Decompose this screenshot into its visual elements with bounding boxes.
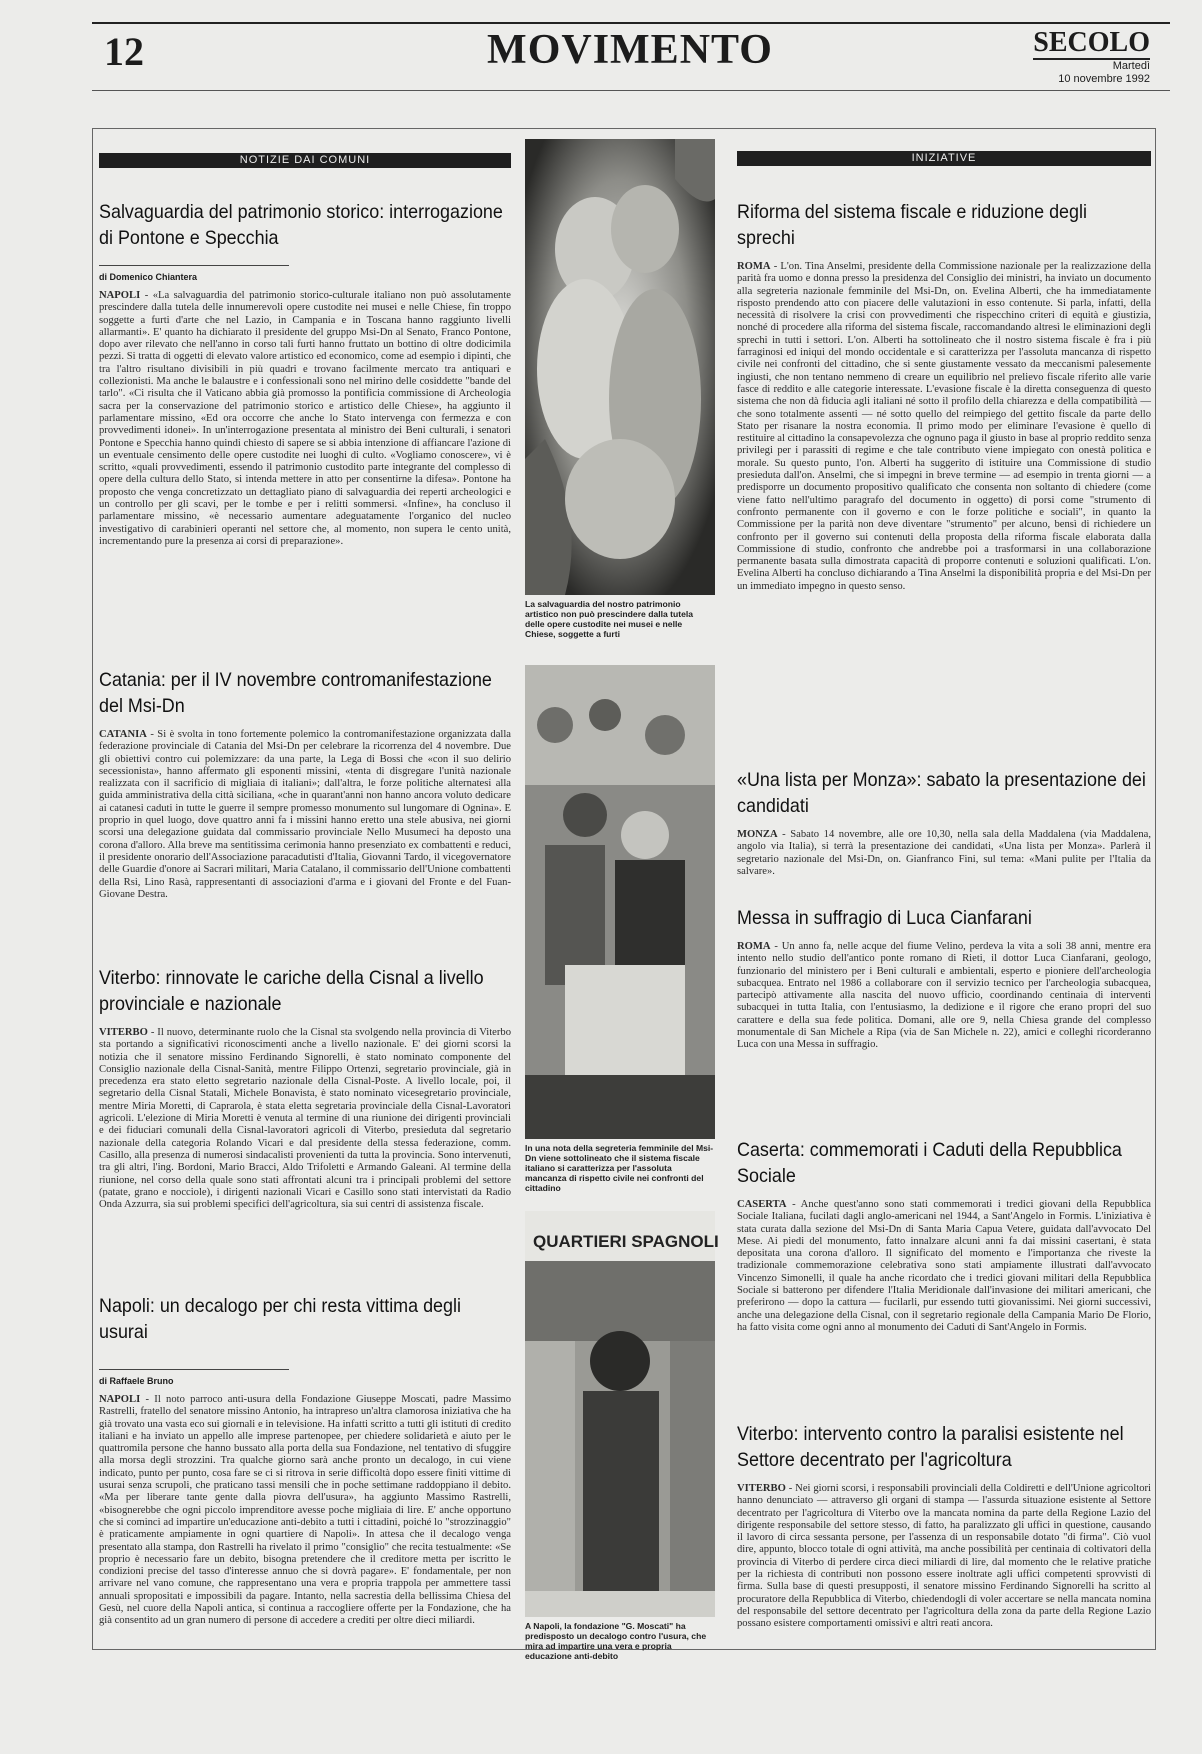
article-cianfarani [737,905,1151,1089]
statue-photo-image [525,139,715,595]
article-text: - Anche quest'anno sono stati commemorati i tredici giovani della Repubblica Sociale Italiana, fucilati dagli anglo-americani nel 1944, a Sant'Angelo in Formis. L'iniziativa è stata curata dalla sezione del Msi-Dn di Santa Maria Capua Vetere, guidata dall'avvocato Del Mese. Ai piedi del monumento, fatto innalzare alcuni anni fa dai missini casertani, è stata depositata una corona d'alloro. Il significato del momento e l'importanza che riveste la tradizionale commemorazione celebrativa sono stati ampiamente illustrati dall'avvocato Vincenzo Simonelli, il quale ha anche ricordato che i tredici giovani militari della Repubblica Sociale si batterono per difendere l'Italia Meridionale dall'invasione dei militari americani, che preferirono — dopo la cattura — fucilarli, pur essendo tutti giovanissimi. Nei giorni successivi, anche una delegazione della Cisnal, con il segretario regionale della Campania Mario De Florio, ha fatto visita come ogni anno al monumento dei Caduti di Sant'Angelo in Formis. [737,1199,1151,1333]
byline: di Domenico Chiantera [99,272,198,282]
header-bottom-rule [92,90,1170,91]
middle-column [525,129,719,1661]
byline-rule [99,265,289,266]
dateline: VITERBO [99,1027,148,1038]
content-frame [92,128,1156,1661]
article-body [99,290,511,640]
issue-date: 10 novembre 1992 [1058,73,1150,85]
left-column [99,129,511,1649]
crowd-photo-image [525,665,715,1139]
article-monza [737,767,1151,877]
headline: Viterbo: intervento contro la paralisi esistente nel Settore decentrato per l'agricoltura [737,1423,1124,1471]
rubric-iniziative: INIZIATIVE [737,151,1151,166]
photo-statue [525,139,715,595]
header-top-rule [92,22,1170,24]
article-text: - Si è svolta in tono fortemente polemico la contromanifestazione organizzata dalla federazione provinciale di Catania del Msi-Dn per celebrare la ricorrenza del 4 novembre. Due gli obiettivi contro cui polemizzare: da una parte, la Lega di Bossi che «con il suo delirio secessionista», hanno affermato gli esponenti missini, «tenta di disgregare l'unità nazionale realizzata con il sacrificio di migliaia di italiani»; dall'altra, le forze politiche alternatesi alla guida amministrativa della città siciliana, «che in quarant'anni non hanno ancora voluto dedicare ai catanesi caduti in tutte le guerre il sempre promesso monumento sul lungomare di Ognina». E proprio in quel luogo, dove quattro anni fa i missini hanno eretto una stele abusiva, nei giorni scorsi una delegazione guidata dal commissario provinciale Nello Musumeci ha deposto una corona d'alloro. Alla breve ma sentitissima cerimonia hanno presenziato ex combattenti e reduci, il presidente onorario dell'Associazione paracadutisti d'Italia, Giovanni Tardo, il vicegovernatore delle Guardie d'onore ai Sacrari militari, Maria Catalano, il commissario dell'Unione combattenti della Rsi, Lino Rasà, rappresentanti di associazioni d'arma e i giovani del Fronte e del Fuan-Giovane Destra. [99,729,512,900]
dateline: ROMA [737,261,771,272]
article-salvaguardia [99,199,511,640]
article-riforma-fiscale [737,199,1151,747]
dateline: VITERBO [737,1483,786,1494]
article-caserta [737,1137,1151,1395]
article-body [99,1394,511,1650]
article-body [737,941,1151,1089]
headline: Caserta: commemorati i Caduti della Repubblica Sociale [737,1139,1122,1187]
article-viterbo-cisnal [99,965,511,1273]
article-body [737,1483,1151,1643]
headline: Messa in suffragio di Luca Cianfarani [737,907,1032,929]
headline: Salvaguardia del patrimonio storico: interrogazione di Pontone e Specchia [99,201,503,249]
article-text: - Un anno fa, nelle acque del fiume Velino, perdeva la vita a soli 38 anni, mentre era intento nello studio dell'antico ponte romano di Rieti, il dottor Luca Cianfarani, geologo, funzionario del ministero per i Beni culturali e ambientali, esperto e pioniere dell'archeologia subacquea. Entrato nel 1986 a collaborare con il servizio tecnico per l'archeologia subacquea, partecipò attivamente alla nascita del nuovo ufficio, coordinando centinaia di interventi subacquei in tutta Italia, con l'entusiasmo, la dedizione e il rigore che erano propri del suo carattere e della sua fede politica. Domani, alle ore 9, nella Chiesa grande del complesso monumentale di San Michele a Ripa (via de San Michele n. 22), amici e colleghi ricorderanno Luca con una Messa in suffragio. [737,941,1151,1051]
article-text: - Sabato 14 novembre, alle ore 10,30, nella sala della Maddalena (via Maddalena, angolo via Italia), si terrà la presentazione dei candidati, «Una lista per Monza». Parlerà il segretario nazionale del Msi-Dn, on. Gianfranco Fini, sul tema: «Mani pulite per l'Italia da salvare». [737,829,1151,877]
article-body [99,729,511,951]
article-body [737,1199,1151,1395]
headline: Napoli: un decalogo per chi resta vittima degli usurai [99,1295,461,1343]
headline: Catania: per il IV novembre contromanifestazione del Msi-Dn [99,669,492,717]
dateline: NAPOLI [99,290,141,301]
issue-day: Martedì [1112,60,1150,72]
right-column [737,129,1151,1649]
dateline: NAPOLI [99,1394,141,1405]
street-photo-image [525,1211,719,1617]
paper-logo: SECOLO [1033,27,1150,58]
headline: «Una lista per Monza»: sabato la presentazione dei candidati [737,769,1146,817]
article-text: - L'on. Tina Anselmi, presidente della Commissione nazionale per la realizzazione della parità fra uomo e donna presso la presidenza del Consiglio dei ministri, ha inviato un documento alla segreteria nazionale femminile del Msi-Dn, on. Evelina Alberti, che ha immediatamente risposto prendendo atto con piacere delle valutazioni in esso contenute. Si parla, infatti, della necessità di risolvere la crisi con provvedimenti che rispecchino criteri di equità e giustizia, nonché di procedere alla riforma del sistema fiscale, raccomandando altresì le eliminazioni degli sprechi in tutti i settori. L'on. Alberti ha sottolineato che il nostro sistema fiscale è fra i più farraginosi ed iniqui del mondo occidentale e si caratterizza per l'assoluta mancanza di rispetto civile nei confronti del cittadino, che si sente giustamente vessato da meccanismi palesemente ingiusti, che non tentano nemmeno di creare un equilibrio nel prelievo fiscale riferito alle varie fasce di reddito e alle categorie interessate. L'evasione fiscale è la diretta conseguenza di questo sistema che non dà fiducia agli italiani né sotto il profilo della chiarezza e della compatibilità — che sono totalmente assenti — né sotto quello del reimpiego del gettito fiscale da parte dello Stato per risanare la nostra economia. Il primo modo per eliminare l'evasione è quello di restituire al cittadino la consapevolezza che ognuno paga il giusto in base al proprio reddito senza privilegi per i parassiti di regime e che tale contributo viene impiegato con onestà politica e morale. Su questo punto, l'on. Alberti ha suggerito di istituire una Commissione di studio presieduta dall'on. Anselmi, che si impegni in breve termine — ad esempio in trenta giorni — a predisporre un documento propositivo qualificato che consenta non soltanto di chiedere (come viene fatto nell'ultimo paragrafo del documento in oggetto) di porsi come "strumento di confronto permanente con il governo e con le forze politiche e sociali", in quanto la Commissione per la parità non deve diventare "strumento" per alcuno, bensì di richiedere un confronto per il governo sui contenuti della proposta della riforma fiscale elaborata dalla Commissione di studio, confronto che andrebbe poi a trasformarsi in una collaborazione permanente basata sulla dimostrata capacità di proporre contenuti e soluzioni qualificati. L'on. Evelina Alberti ha concluso dichiarando a Tina Anselmi la disponibilità propria e del Msi-Dn per un immediato impegno in questo senso. [737,261,1151,592]
dateline: CATANIA [99,729,147,740]
headline: Riforma del sistema fiscale e riduzione degli sprechi [737,201,1087,249]
article-body [737,829,1151,877]
byline: di Raffaele Bruno [99,1376,174,1386]
dateline: CASERTA [737,1199,787,1210]
street-sign: QUARTIERI SPAGNOLI [533,1232,719,1251]
caption-crowd: In una nota della segreteria femminile del Msi-Dn viene sottolineato che il sistema fiscale italiano si caratterizza per l'assoluta mancanza di rispetto civile nei confronti del cittadino [525,1143,714,1193]
article-text: - Il nuovo, determinante ruolo che la Cisnal sta svolgendo nella provincia di Viterbo sta portando a significativi riconoscimenti anche a livello nazionale. E' dei giorni scorsi la notizia che il senatore missino Ferdinando Signorelli, è stato nominato componente del Consiglio nazionale della Cisnal-Sanità, mentre Filippo Ortenzi, segretario provinciale, già in precedenza era stato eletto segretario nazionale della Cisnal-Poste. A livello locale, poi, il segretario della Cisnal Statali, Michele Bonavista, è stato nominato vicesegretario provinciale, mentre Miria Moretti, di Caprarola, è stata eletta segretaria provinciale della Cisnal-Lavoratori agricoli. L'elezione di Miria Moretti è venuta al termine di una riunione dei dirigenti provinciali e dei fiduciari comunali della Cisnal-lavoratori agricoli di Viterbo, presieduta dal segretario nazionale della categoria Rolando Vicari e dal presidente della stessa federazione, comm. Casillo, alla presenza di numerosi sindacalisti provenienti da tutta la provincia. Sono intervenuti, tra gli altri, l'ing. Bordoni, Mario Bracci, Aldo Trifoletti e Armando Galeani. Al termine della riunione, nel corso della quale sono stati affrontati alcuni tra i principali problemi del settore (patate, grano e nocciole), i dirigenti nazionali Vicari e Casillo sono stati intervistati da Radio Onda Azzurra, sia sui problemi specifici dell'agricoltura, sia sui centri di assistenza fiscale. [99,1027,511,1211]
article-napoli-usura [99,1293,511,1650]
page-number: 12 [104,29,144,74]
article-catania [99,667,511,951]
photo-crowd [525,665,715,1139]
dateline: ROMA [737,941,771,952]
dateline: MONZA [737,829,778,840]
headline: Viterbo: rinnovate le cariche della Cisnal a livello provinciale e nazionale [99,967,484,1015]
section-title: MOVIMENTO [487,27,773,73]
article-text: - Il noto parroco anti-usura della Fondazione Giuseppe Moscati, padre Massimo Rastrelli, fratello del senatore missino Antonio, ha intrapreso un'altra clamorosa iniziativa che ha già trovato una vasta eco sui giornali e in televisione. Ha infatti scritto a tutti gli istituti di credito italiani e ha inviato un appello alle imprese partenopee, per chiedere solidarietà e aiuto per le quattromila persone che hanno bussato alla porta della sua Fondazione, nel tentativo di sfuggire alla morsa degli strozzini. Tra qualche giorno sarà anche pronto un decalogo, in cui viene indicato, punto per punto, cosa fare se ci si ritrova in serie difficoltà dopo essere finiti vittime di usurai senza scrupoli, che praticano tassi mensili che in poche settimane raddoppiano il debito. «Ma per liberare tante gente dalla piovra dell'usura», ha aggiunto Massimo Rastrelli, «bisognerebbe che ogni piccolo imprenditore avesse poche migliaia di lire. E' anche opportuno che si cominci ad impartire un'educazione anti-debito a tutti i cittadini, poiché lo "strozzinaggio" è praticamente ampiamente in ogni quartiere di Napoli». In attesa che il decalogo venga presentato alla stampa, don Rastrelli ha rivelato il primo "consiglio" che recita testualmente: «Se proprio è necessario fare un debito, bisogna pretendere che il creditore metta per iscritto le condizioni precise del tasso d'interesse annuo che si dovrà pagare». E' fondamentale, per non arrivare nel vano comune, che rappresentano una vera e propria trappola per ammettere tassi annuali spropositati e impossibili da pagare. Intanto, nella sacrestia della bellissima Chiesa del Gesù, nel cuore della Napoli antica, si continua a raccogliere offerte per la Fondazione, che ha già consentito ad un gran numero di persone di accedere a crediti per oltre dieci miliardi. [99,1394,511,1627]
byline-rule [99,1369,289,1370]
caption-statue: La salvaguardia del nostro patrimonio artistico non può prescindere dalla tutela delle opere custodite nei musei e nelle Chiese, soggette a furti [525,599,694,639]
article-body [737,261,1151,747]
article-body [99,1027,511,1273]
photo-street [525,1211,719,1617]
caption-street: A Napoli, la fondazione "G. Moscati" ha predisposto un decalogo contro l'usura, che mira ad impartire una vera e propria educazione anti-debito [525,1621,707,1661]
article-text: - «La salvaguardia del patrimonio storico-culturale italiano non può assolutamente prescindere dalla tutela delle innumerevoli opere custodite nei musei e nelle Chiese, fin troppo soggette a furti d'arte che nel Lazio, in Campania e in Toscana hanno raggiunto livelli allarmanti». E' quanto ha dichiarato il presidente del gruppo Msi-Dn al Senato, Franco Pontone, dopo aver rilevato che nell'anno in corso tali furti hanno fruttato un bottino di oltre dodicimila pezzi. Si tratta di oggetti di elevato valore artistico ed economico, come ad esempio i dipinti, che tra l'altro risultano divisibili in più quadri e trovano facilmente mercato tra antiquari e collezionisti. Ma anche le balaustre e i confessionali sono nel mirino delle cosiddette "bande del tarlo". «Ci risulta che il Vaticano abbia già promosso la pontificia commissione di Archeologia sacra per la conservazione del patrimonio storico e artistico delle Chiese», ha aggiunto il parlamentare missino, «Ed ora occorre che anche lo Stato intervenga con fermezza e con provvedimenti idonei». In un'interrogazione presentata al ministro dei Beni culturali, i senatori Pontone e Specchia hanno quindi chiesto di sapere se si abbia intenzione di affiancare l'azione di un eventuale censimento delle opere custodite nei luoghi di culto. «Vogliamo conoscere», vi è scritto, «quali provvedimenti, essendo il patrimonio custodito parte integrante del complesso di opere della cultura dello Stato, si intenda mettere in atto per consentirne la difesa». Pontone ha proposto che venga concretizzato un dettagliato piano di salvaguardia dei reperti archeologici e un controllo per gli scavi, per le tombe e per i relitti sommersi. «Infine», ha concluso il parlamentare missino, «è necessario aumentare adeguatamente l'organico del nucleo investigativo di carabinieri operanti nel settore che, al momento, non supera le cento unità, incrementando pure la presenza ai corsi di preparazione». [99,290,511,547]
rubric-notizie: NOTIZIE DAI COMUNI [99,153,511,168]
masthead [1033,28,1150,86]
article-text: - Nei giorni scorsi, i responsabili provinciali della Coldiretti e dell'Unione agricoltori hanno denunciato — attraverso gli organi di stampa — l'assurda situazione esistente al Settore decentrato per l'agricoltura di Viterbo ove la mancata nomina da parte della Regione Lazio del dirigente responsabile del settore stesso, di fatto, ha paralizzato gli uffici in questione, causando il lavoro di circa sessanta persone, per l'assenza di un responsabile dotato "di firma". Ciò vuol dire, appunto, blocco totale di ogni attività, ma anche possibilità per centinaia di coltivatori della provincia di Viterbo di perdere circa dieci miliardi di lire, dal momento che le relative pratiche per la richiesta di contributi non possono essere inoltrate agli uffici competenti sprovvisti di firma. Sulla base di questi presupposti, il senatore missino Ferdinando Signorelli ha scritto al procuratore della Repubblica di Viterbo, chiedendogli di voler accertare se nella mancata nomina del responsabile del settore decentrato per l'agricoltura della zona da parte della Regione Lazio possano esistere comportamenti omissivi e altri reati ancora. [737,1483,1151,1630]
article-viterbo-agricoltura [737,1421,1151,1643]
